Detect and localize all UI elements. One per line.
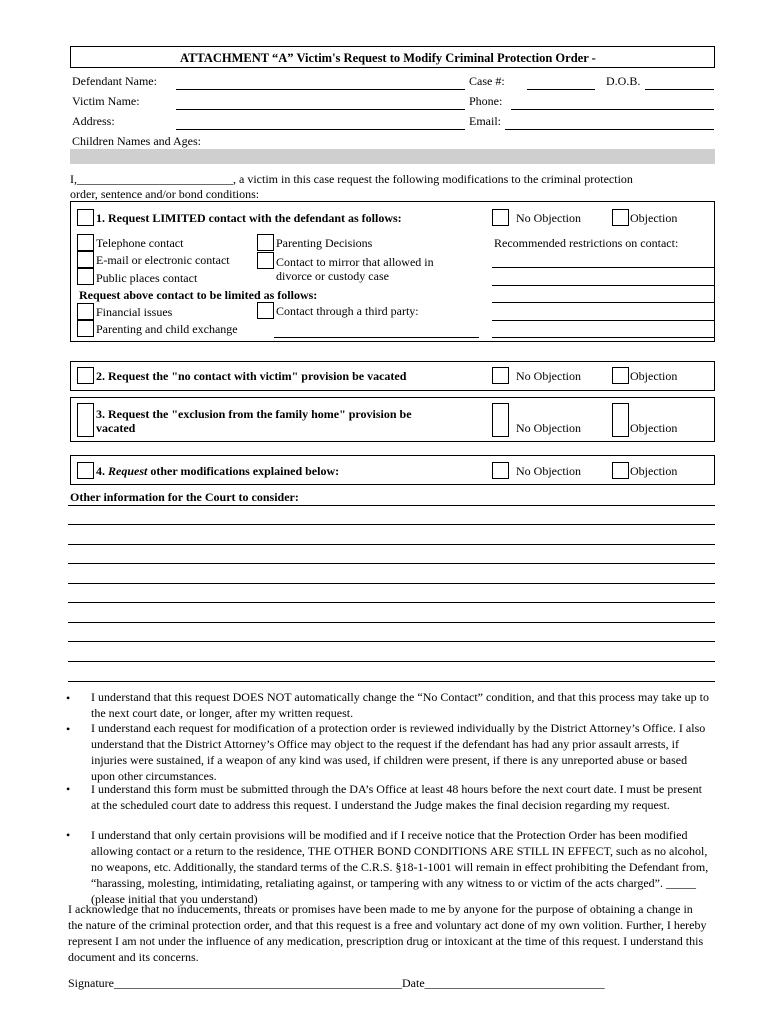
intro-prefix: I,	[70, 172, 77, 186]
telephone-label: Telephone contact	[96, 236, 184, 250]
children-input[interactable]	[70, 149, 715, 164]
limited-heading: Request above contact to be limited as follows:	[79, 288, 318, 302]
third-party-label: Contact through a third party:	[276, 304, 419, 318]
section-2-objection-checkbox[interactable]	[612, 367, 629, 384]
section-2-title: 2. Request the "no contact with victim" provision be vacated	[96, 369, 407, 383]
intro-text: , a victim in this case request the following modifications to the criminal protection	[233, 172, 633, 186]
defendant-name-input[interactable]	[176, 89, 465, 90]
date-label: Date	[402, 976, 425, 990]
section-3-no-objection-checkbox[interactable]	[492, 403, 509, 437]
section-4-no-objection-label: No Objection	[516, 464, 581, 478]
bullet-icon: •	[66, 691, 71, 705]
other-info-line-3[interactable]	[68, 544, 715, 545]
section-1-checkbox[interactable]	[77, 209, 94, 226]
signature-row	[68, 976, 605, 991]
mirror-contact-label-1: Contact to mirror that allowed in	[276, 255, 434, 269]
bullet-text-2: I understand each request for modification of a protection order is reviewed individually by the District Attorney’s Office. I also understand that the District Attorney’s Office may object to the request if the defendant has had any prior assault arrests, if injuries were sustained, if a weapon of any kind was used, if children were present, if there is any unreported abuse or based upon other circumstances.	[91, 721, 706, 783]
section-2-checkbox[interactable]	[77, 367, 94, 384]
third-party-checkbox[interactable]	[257, 302, 274, 319]
section-3-title-1: 3. Request the "exclusion from the family home" provision be	[96, 407, 412, 421]
bullet-text-4: I understand that only certain provisions will be modified and if I receive notice that the Protection Order has been modified allowing contact or a return to the residence, THE OTHER BOND CONDITIONS ARE STILL IN EFFECT, such as no alcohol, no weapons, etc. Additionally, the standard terms of the C.R.S. §18-1-1001 will remain in effect prohibiting the Defendant from, “harassing, molesting, intimidating, retaliating against, or tampering with any witness to or victim of the acts charged”. _____ (please initial that you understand)	[91, 828, 709, 906]
victim-name-label: Victim Name:	[72, 94, 140, 108]
section-2-no-objection-checkbox[interactable]	[492, 367, 509, 384]
section-2-no-objection-label: No Objection	[516, 369, 581, 383]
bullet-text-1: I understand that this request DOES NOT automatically change the “No Contact” condition, and that this process may take up to the next court date, or longer, after my written request.	[91, 690, 709, 720]
parenting-decisions-checkbox[interactable]	[257, 234, 274, 251]
case-number-input[interactable]	[527, 89, 595, 90]
section-4-checkbox[interactable]	[77, 462, 94, 479]
form-title: ATTACHMENT “A” Victim's Request to Modify Criminal Protection Order -	[180, 51, 596, 65]
address-label: Address:	[72, 114, 115, 128]
other-info-line-6[interactable]	[68, 602, 715, 603]
address-input[interactable]	[176, 129, 465, 130]
section-2-objection-label: Objection	[630, 369, 678, 383]
other-info-line-5[interactable]	[68, 583, 715, 584]
other-info-line-2[interactable]	[68, 524, 715, 525]
defendant-name-label: Defendant Name:	[72, 74, 157, 88]
dob-input[interactable]	[645, 89, 714, 90]
other-info-line-8[interactable]	[68, 641, 715, 642]
email-contact-checkbox[interactable]	[77, 251, 94, 268]
bullet-text-3: I understand this form must be submitted through the DA’s Office at least 48 hours before the next court date. I must be present at the scheduled court date to address this request. I understand the Judge makes the final decision regarding my request.	[91, 782, 702, 812]
financial-label: Financial issues	[96, 305, 173, 319]
intro-line	[70, 172, 633, 187]
section-3-title-2: vacated	[96, 421, 136, 435]
other-info-line-7[interactable]	[68, 622, 715, 623]
financial-checkbox[interactable]	[77, 303, 94, 320]
restrictions-line-5[interactable]	[492, 337, 714, 338]
bullet-icon: •	[66, 828, 71, 842]
section-4-number: 4.	[96, 464, 108, 478]
parenting-decisions-label: Parenting Decisions	[276, 236, 373, 250]
email-contact-label: E-mail or electronic contact	[96, 253, 230, 267]
dob-label: D.O.B.	[606, 74, 641, 88]
bullet-icon: •	[66, 722, 71, 736]
section-3-no-objection-label: No Objection	[516, 421, 581, 435]
bullet-icon: •	[66, 782, 71, 796]
phone-label: Phone:	[469, 94, 503, 108]
section-1-title: 1. Request LIMITED contact with the defendant as follows:	[96, 211, 402, 225]
other-info-line-9[interactable]	[68, 661, 715, 662]
other-info-label: Other information for the Court to consider:	[70, 490, 299, 504]
victim-self-name-input[interactable]: __________________________	[77, 172, 233, 186]
email-label: Email:	[469, 114, 501, 128]
other-info-line-1[interactable]	[68, 505, 715, 506]
public-places-checkbox[interactable]	[77, 268, 94, 285]
section-3-checkbox[interactable]	[77, 403, 94, 437]
section-4-title	[96, 464, 339, 479]
section-1-objection-label: Objection	[630, 211, 678, 225]
parenting-exchange-checkbox[interactable]	[77, 320, 94, 337]
email-input[interactable]	[505, 129, 714, 130]
other-info-line-4[interactable]	[68, 563, 715, 564]
date-input[interactable]: ______________________________	[424, 976, 605, 990]
intro-line-2: order, sentence and/or bond conditions:	[70, 187, 260, 201]
other-info-line-10[interactable]	[68, 681, 715, 682]
section-3-objection-checkbox[interactable]	[612, 403, 629, 437]
section-4-no-objection-checkbox[interactable]	[492, 462, 509, 479]
restrictions-label: Recommended restrictions on contact:	[494, 236, 679, 250]
signature-input[interactable]: ________________________________________________	[114, 976, 402, 990]
case-number-label: Case #:	[469, 74, 505, 88]
restrictions-line-2[interactable]	[492, 285, 714, 286]
section-4-objection-checkbox[interactable]	[612, 462, 629, 479]
section-3-objection-label: Objection	[630, 421, 678, 435]
section-1-no-objection-checkbox[interactable]	[492, 209, 509, 226]
section-1-objection-checkbox[interactable]	[612, 209, 629, 226]
section-4-objection-label: Objection	[630, 464, 678, 478]
parenting-exchange-label: Parenting and child exchange	[96, 322, 238, 336]
acknowledgement: I acknowledge that no inducements, threats or promises have been made to me by anyone for the purpose of obtaining a change in the nature of the criminal protection order, and that this request is a free and voluntary act done of my own volition. Further, I hereby represent I am not under the influence of any medication, prescription drug or intoxicant at the time of this request. I understand this document and its concerns.	[68, 902, 707, 964]
public-places-label: Public places contact	[96, 271, 198, 285]
restrictions-line-4[interactable]	[492, 320, 714, 321]
signature-label: Signature	[68, 976, 114, 990]
victim-name-input[interactable]	[176, 109, 465, 110]
restrictions-line-3[interactable]	[492, 302, 714, 303]
section-1-no-objection-label: No Objection	[516, 211, 581, 225]
mirror-contact-label-2: divorce or custody case	[276, 269, 389, 283]
children-label: Children Names and Ages:	[72, 134, 201, 148]
phone-input[interactable]	[511, 109, 714, 110]
section-4-rest: other modifications explained below:	[147, 464, 340, 478]
section-4-request: Request	[108, 464, 148, 478]
mirror-contact-checkbox[interactable]	[257, 252, 274, 269]
third-party-input[interactable]	[274, 337, 479, 338]
telephone-checkbox[interactable]	[77, 234, 94, 251]
restrictions-line-1[interactable]	[492, 267, 714, 268]
